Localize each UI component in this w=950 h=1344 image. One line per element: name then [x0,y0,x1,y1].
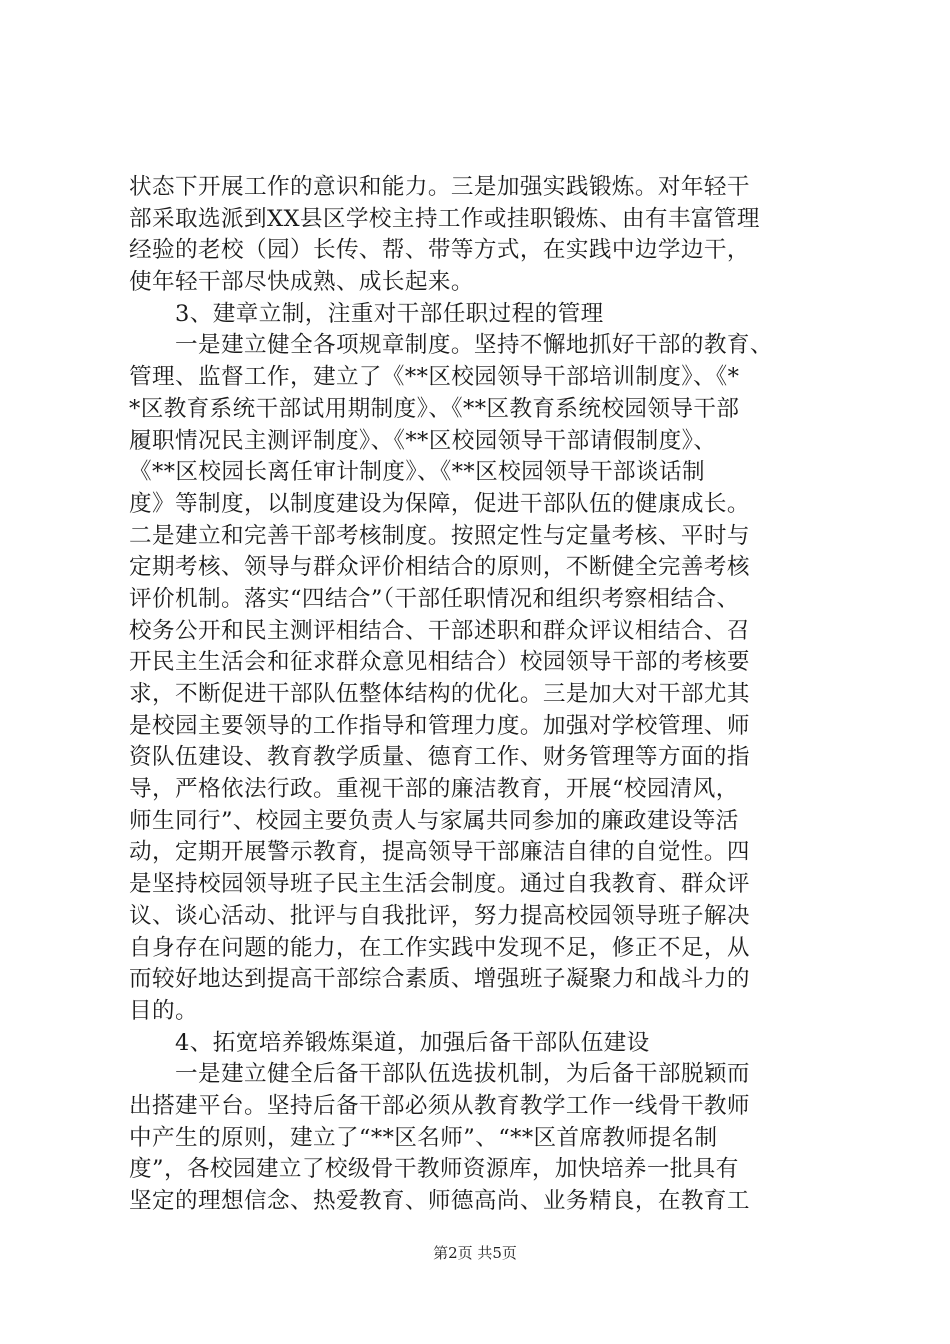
text-line: 状态下开展工作的意识和能力。三是加强实践锻炼。对年轻干 [129,174,750,200]
text-line: 动，定期开展警示教育，提高领导干部廉洁自律的自觉性。四 [129,839,750,866]
text-line: 是校园主要领导的工作指导和管理力度。加强对学校管理、师 [129,712,750,739]
text-line: 部采取选派到XX县区学校主持工作或挂职锻炼、由有丰富管理 [129,205,760,232]
text-line: 使年轻干部尽快成熟、成长起来。 [129,269,474,296]
text-line: 评价机制。落实“四结合”（干部任职情况和组织考察相结合、 [129,585,740,612]
text-line: 议、谈心活动、批评与自我批评，努力提高校园领导班子解决 [129,902,750,929]
text-line: *区教育系统干部试用期制度》、《**区教育系统校园领导干部 [129,395,740,422]
text-line: 履职情况民主测评制度》、《**区校园领导干部请假制度》、 [129,427,717,454]
text-line: 出搭建平台。坚持后备干部必须从教育教学工作一线骨干教师 [129,1092,750,1119]
text-line: 而较好地达到提高干部综合素质、增强班子凝聚力和战斗力的 [129,966,750,993]
text-line: 资队伍建设、教育教学质量、德育工作、财务管理等方面的指 [129,744,750,771]
text-line: 二是建立和完善干部考核制度。按照定性与定量考核、平时与 [129,522,750,549]
text-line: 管理、监督工作，建立了《**区校园领导干部培训制度》、《* [129,364,740,391]
text-line: 度”，各校园建立了校级骨干教师资源库，加快培养一批具有 [129,1156,739,1183]
text-line: 中产生的原则，建立了“**区名师”、“**区首席教师提名制 [129,1124,718,1151]
text-line: 一是建立健全后备干部队伍选拔机制，为后备干部脱颖而 [129,1061,750,1088]
text-line: 师生同行”、校园主要负责人与家属共同参加的廉政建设等活 [129,807,739,834]
text-line: 导，严格依法行政。重视干部的廉洁教育，开展“校园清风， [129,776,739,803]
text-line: 《**区校园长离任审计制度》、《**区校园领导干部谈话制 [129,459,706,486]
text-line: 定期考核、领导与群众评价相结合的原则，不断健全完善考核 [129,554,750,581]
section-heading: 3、建章立制，注重对干部任职过程的管理 [129,300,604,327]
text-line: 开民主生活会和征求群众意见相结合）校园领导干部的考核要 [129,649,750,676]
text-line: 度》等制度，以制度建设为保障，促进干部队伍的健康成长。 [129,490,750,517]
text-line: 是坚持校园领导班子民主生活会制度。通过自我教育、群众评 [129,871,750,898]
text-line: 一是建立健全各项规章制度。坚持不懈地抓好干部的教育、 [129,332,773,359]
text-line: 目的。 [129,997,198,1024]
document-body [129,172,829,1218]
page-number-footer: 第2页 共5页 [433,1244,517,1262]
text-line: 求，不断促进干部队伍整体结构的优化。三是加大对干部尤其 [129,681,750,707]
text-line: 经验的老校（园）长传、帮、带等方式，在实践中边学边干， [129,237,750,264]
text-line: 校务公开和民主测评相结合、干部述职和群众评议相结合、召 [129,617,750,644]
text-line: 坚定的理想信念、热爱教育、师德高尚、业务精良，在教育工 [129,1188,750,1214]
section-heading: 4、拓宽培养锻炼渠道，加强后备干部队伍建设 [129,1029,650,1056]
text-line: 自身存在问题的能力，在工作实践中发现不足，修正不足，从 [129,934,750,961]
